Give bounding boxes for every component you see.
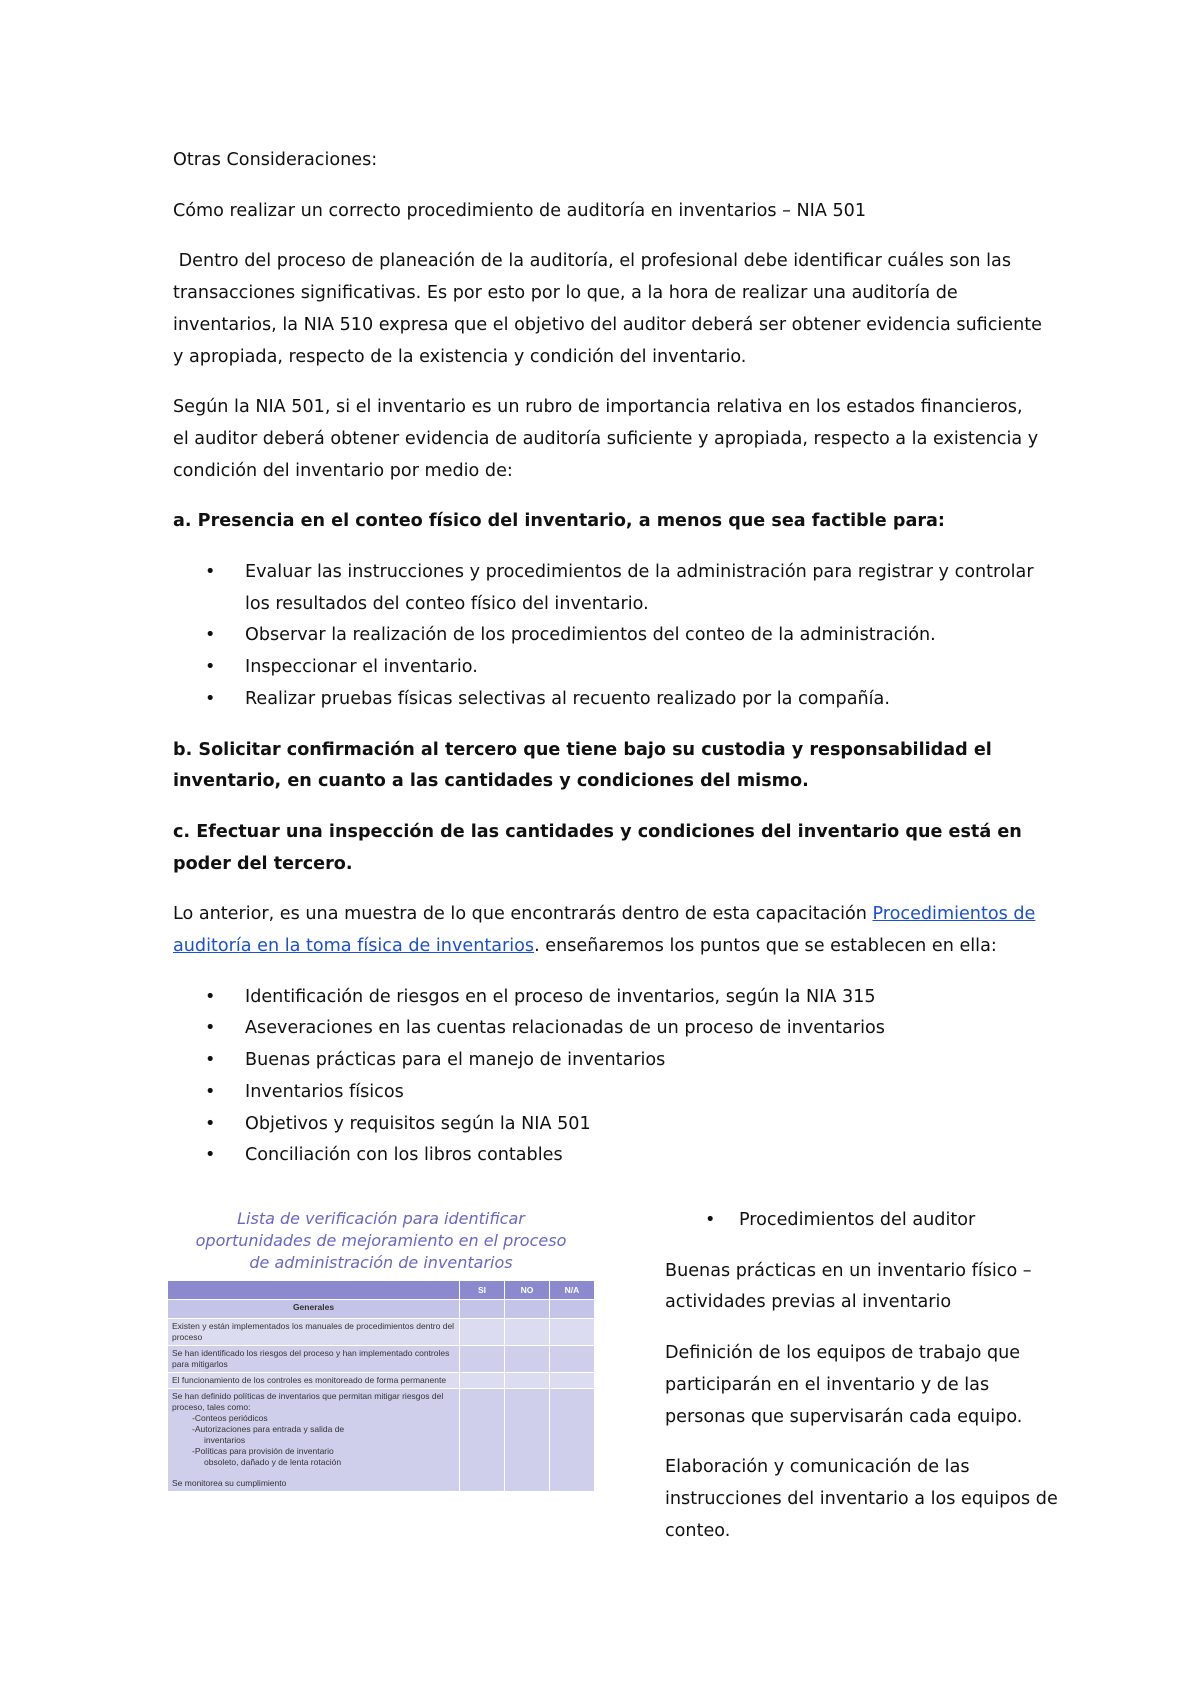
header-na: N/A	[550, 1281, 595, 1300]
list-item: • Observar la realización de los procedimientos del conteo de la administración.	[173, 620, 1043, 652]
list-item: • Inspeccionar el inventario.	[173, 652, 1043, 684]
item-b: b. Solicitar confirmación al tercero que tiene bajo su custodia y responsabilidad el inventario, en cuanto a las cantidades y condiciones del mismo.	[173, 739, 992, 792]
row-subitem: -Autorizaciones para entrada y salida de	[192, 1424, 345, 1434]
section-row	[168, 1300, 595, 1319]
table-header-row	[168, 1281, 595, 1300]
row-text-end: Se monitorea su cumplimiento	[172, 1478, 287, 1488]
right-paragraph-1: Buenas prácticas en un inventario físico – actividades previas al inventario	[665, 1260, 1032, 1313]
paragraph-3-before: Lo anterior, es una muestra de lo que encontrarás dentro de esta capacitación	[173, 904, 873, 925]
list-item: • Identificación de riesgos en el proceso de inventarios, según la NIA 315	[173, 982, 1043, 1014]
right-column	[665, 1205, 1065, 1566]
paragraph-1: Dentro del proceso de planeación de la auditoría, el profesional debe identificar cuáles son las transacciones significativas. Es por esto por lo que, a la hora de realizar una auditoría de inventarios, la NIA 510 expresa que el objetivo del auditor deberá ser obtener evidencia suficiente y apropiada, respecto de la existencia y condición del inventario.	[173, 251, 1048, 367]
right-paragraph-3: Elaboración y comunicación de las instrucciones del inventario a los equipos de conteo.	[665, 1457, 1058, 1541]
paragraph-3	[173, 899, 1043, 962]
header-no: NO	[505, 1281, 550, 1300]
list-item: • Inventarios físicos	[173, 1077, 1043, 1109]
row-subitem: inventarios	[204, 1435, 246, 1445]
paragraph-2: Según la NIA 501, si el inventario es un rubro de importancia relativa en los estados financieros, el auditor deberá obtener evidencia de auditoría suficiente y apropiada, respecto a la existencia y condición del inventario por medio de:	[173, 397, 1039, 481]
item-c: c. Efectuar una inspección de las cantidades y condiciones del inventario que está en poder del tercero.	[173, 821, 1022, 874]
list-item: • Aseveraciones en las cuentas relacionadas de un proceso de inventarios	[173, 1013, 1043, 1045]
header-si: SI	[460, 1281, 505, 1300]
row-text: El funcionamiento de los controles es monitoreado de forma permanente	[168, 1373, 460, 1389]
table-row	[168, 1373, 595, 1389]
list-item: • Buenas prácticas para el manejo de inventarios	[173, 1045, 1043, 1077]
list-item: • Procedimientos del auditor	[665, 1205, 1065, 1237]
list-item: • Objetivos y requisitos según la NIA 501	[173, 1109, 1043, 1141]
right-paragraph-2: Definición de los equipos de trabajo que participarán en el inventario y de las personas que supervisarán cada equipo.	[665, 1343, 1023, 1427]
figure-title-line: oportunidades de mejoramiento en el proceso	[195, 1231, 567, 1250]
row-subitem: -Conteos periódicos	[192, 1413, 268, 1423]
row-text: Se han identificado los riesgos del proceso y han implementado controles para mitigarlos	[168, 1346, 460, 1373]
figure-title-line: Lista de verificación para identificar	[237, 1209, 525, 1228]
row-subitem: -Políticas para provisión de inventario	[192, 1446, 334, 1456]
paragraph-3-after: . enseñaremos los puntos que se establecen en ella:	[534, 936, 997, 957]
auditor-list	[665, 1205, 1065, 1237]
section-label: Generales	[168, 1300, 460, 1319]
list-a	[173, 557, 1043, 716]
checklist-table	[167, 1280, 595, 1492]
table-row	[168, 1389, 595, 1492]
list-item: • Conciliación con los libros contables	[173, 1140, 1043, 1172]
document-title: Cómo realizar un correcto procedimiento de auditoría en inventarios – NIA 501	[173, 200, 867, 221]
item-a: a. Presencia en el conteo físico del inventario, a menos que sea factible para:	[173, 511, 945, 532]
header-blank	[168, 1281, 460, 1300]
list-item: • Realizar pruebas físicas selectivas al recuento realizado por la compañía.	[173, 684, 1043, 716]
figure-title-line: de administración de inventarios	[249, 1253, 513, 1272]
row-subitem: obsoleto, dañado y de lenta rotación	[204, 1457, 342, 1467]
topics-list	[173, 982, 1043, 1172]
row-text: Existen y están implementados los manuales de procedimientos dentro del proceso	[168, 1319, 460, 1346]
row-text	[168, 1389, 460, 1492]
row-text-main: Se han definido políticas de inventarios que permitan mitigar riesgos del proceso, tales como:	[172, 1391, 444, 1412]
checklist-figure	[167, 1208, 595, 1526]
figure-title	[167, 1208, 595, 1274]
heading: Otras Consideraciones:	[173, 150, 378, 170]
training-link[interactable]: Procedimientos de auditoría en la toma física de inventarios	[173, 904, 1036, 957]
list-item: • Evaluar las instrucciones y procedimientos de la administración para registrar y controlar los resultados del conteo físico del inventario.	[173, 557, 1043, 620]
table-row	[168, 1319, 595, 1346]
table-row	[168, 1346, 595, 1373]
main-column	[173, 145, 1048, 1191]
